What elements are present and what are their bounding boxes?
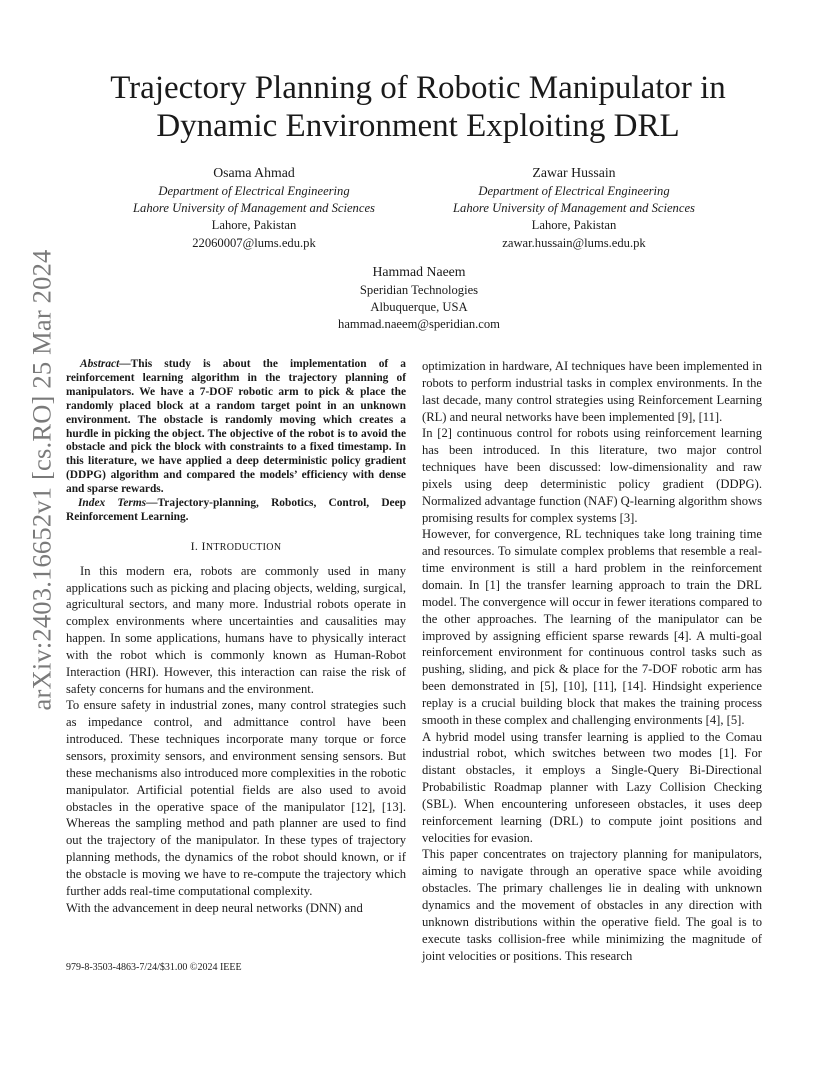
body-paragraph: In [2] continuous control for robots using reinforcement learning has been introduced. In this literature, two major control techniques have been discussed: low-dimensionality and raw pixels using deep deterministic policy gradient (DDPG). Normalized advantage function (NAF) Q-learning algorithm shows promising results for complex systems [3].	[422, 426, 762, 525]
body-paragraph: A hybrid model using transfer learning is applied to the Comau industrial robot, which switches between two modes [1]. For distant obstacles, it employs a Single-Query Bi-Directional Probabilistic Roadmap planner with Lazy Collision Checking (SBL). When encountering unforeseen obstacles, it uses deep reinforcement learning (DRL) to compute joint positions and velocities for evasion.	[422, 729, 762, 845]
body-paragraph: This paper concentrates on trajectory planning for manipulators, aiming to navigate through an operative space while avoiding obstacles. The primary challenges lie in dealing with unknown dynamics and the movement of obstacles in any direction with unknown distributions within the operative field. The goal is to execute tasks collision-free while minimizing the magnitude of joint velocities or positions. This research	[422, 847, 762, 963]
author-block-2	[414, 163, 734, 252]
paper-title	[60, 69, 776, 145]
section-heading-rest: NTRODUCTION	[205, 541, 282, 553]
abstract-label: Abstract	[80, 358, 120, 370]
abstract	[66, 358, 406, 497]
body-paragraph: optimization in hardware, AI techniques have been implemented in robots to perform industrial tasks in complex environments. In the last decade, many control strategies using Reinforcement Learning (RL) and neural networks have been implemented [9], [11].	[422, 359, 762, 424]
author-email: hammad.naeem@speridian.com	[338, 317, 500, 332]
title-line-1: Trajectory Planning of Robotic Manipulator in	[110, 70, 726, 106]
author-block-3	[254, 262, 584, 334]
body-paragraph: With the advancement in deep neural networks (DNN) and	[66, 900, 363, 915]
arxiv-identifier-stamp	[24, 249, 60, 711]
title-line-2: Dynamic Environment Exploiting DRL	[156, 108, 680, 144]
author-department: Department of Electrical Engineering	[158, 184, 350, 198]
author-organization: Lahore University of Management and Sciences	[133, 201, 375, 216]
body-paragraph: To ensure safety in industrial zones, many control strategies such as impedance control, and admittance control have been introduced. These techniques incorporate many torque or force sensors, proximity sensors, and environment sensing sensors. But these mechanisms also introduced more complexities in the robotic manipulator. Artificial potential fields are also used to avoid obstacles in the operative space of the manipulator [12], [13]. Whereas the sampling method and path planner are used to find out the trajectory of the manipulator. In these types of trajectory planning methods, the dynamics of the robot should known, or if the obstacle is moving we have to re-compute the trajectory which further adds real-time computational complexity.	[66, 698, 406, 898]
abstract-text: —This study is about the implementation of a reinforcement learning algorithm in the trajectory planning of manipulators. We have a 7-DOF robotic arm to pick & place the randomly placed block at a random target point in an unknown environment. The obstacle is randomly moving which creates a hurdle in picking the object. The objective of the robot is to avoid the obstacle and pick the block with constraints to a fixed timestamp. In this literature, we have applied a deep deterministic policy gradient (DDPG) algorithm and compared the models’ efficiency with dense and sparse rewards.	[66, 358, 406, 496]
index-terms-text: —Trajectory-planning, Robotics, Control, Deep Reinforcement Learning.	[66, 497, 406, 523]
right-column	[422, 358, 762, 964]
author-location: Albuquerque, USA	[370, 300, 468, 315]
body-paragraph: In this modern era, robots are commonly used in many applications such as picking and placing objects, welding, surgical, agricultural sectors, and many more. Industrial robots operate in complex environments where uncertainties and causalities may happen. In some applications, humans have to physically interact with the robot which is commonly known as Human-Robot Interaction (HRI). However, this interaction can raise the risk of safety concerns for humans and the environment.	[66, 563, 406, 696]
section-heading-number: I. I	[190, 538, 206, 553]
author-email: zawar.hussain@lums.edu.pk	[502, 235, 646, 250]
copyright-footer: 979-8-3503-4863-7/24/$31.00 ©2024 IEEE	[66, 962, 242, 973]
arxiv-identifier-text: arXiv:2403.16652v1 [cs.RO] 25 Mar 2024	[26, 249, 57, 711]
section-heading-introduction	[66, 538, 406, 557]
index-terms	[66, 497, 406, 525]
author-name: Zawar Hussain	[532, 165, 616, 180]
author-name: Osama Ahmad	[213, 165, 295, 180]
author-location: Lahore, Pakistan	[211, 218, 297, 233]
author-organization: Lahore University of Management and Sciences	[453, 201, 695, 216]
index-terms-label: Index Terms	[78, 497, 147, 510]
author-location: Lahore, Pakistan	[531, 218, 617, 233]
author-block-1	[94, 163, 414, 252]
author-name: Hammad Naeem	[372, 264, 466, 279]
author-organization: Speridian Technologies	[359, 283, 479, 297]
author-email: 22060007@lums.edu.pk	[192, 235, 316, 250]
left-column	[66, 358, 406, 916]
body-paragraph: However, for convergence, RL techniques take long training time and resources. To simulate complex problems that resemble a real-time environment is still a hard problem in the reinforcement domain. In [1] the transfer learning approach to train the DRL model. The convergence will occur in fewer iterations compared to the other approaches. The learning of the manipulator can be improved by assigning efficient sparse rewards [4]. A multi-goal reinforcement environment for continuous control tasks such as pushing, sliding, and pick & place for the 7-DOF robotic arm has been demonstrated in [5], [10], [11], [14]. Hindsight experience replay is a crucial building block that makes the training process smooth in these complex and challenging environments [4], [5].	[422, 527, 762, 727]
author-department: Department of Electrical Engineering	[478, 184, 670, 198]
